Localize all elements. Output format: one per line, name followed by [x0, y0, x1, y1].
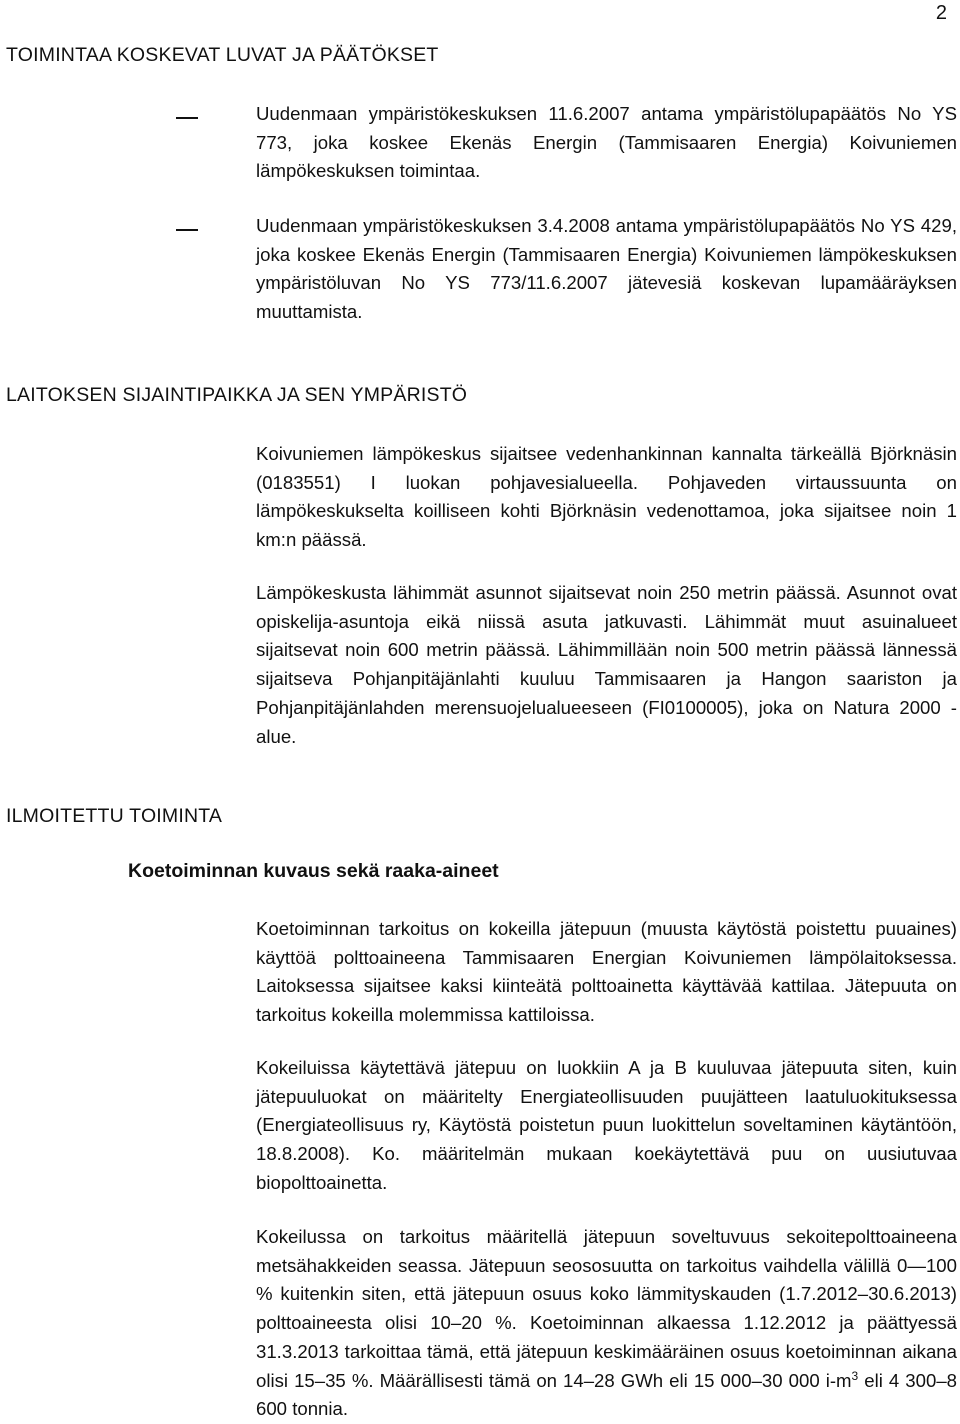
permit-text: Uudenmaan ympäristökeskuksen 3.4.2008 antama ympäristölupapäätös No YS 429, joka koskee Ekenäs Energin (Tammisaaren Energia) Koivuniemen lämpökeskuksen ympäristöluvan No YS 773/11.6.2007 jätevesiä koskevan lupamääräyksen muuttamista. — [256, 215, 957, 323]
section-heading-activity: ILMOITETTU TOIMINTA — [6, 805, 223, 827]
dash-bullet — [176, 117, 198, 119]
activity-paragraph: Koetoiminnan tarkoitus on kokeilla jätepuun (muusta käytöstä poistettu puuaines) käyttöä polttoaineena Tammisaaren Energian Koivuniemen lämpölaitoksessa. Laitoksessa sijaitsee kaksi kiinteätä polttoainetta käyttävää kattilaa. Jätepuuta on tarkoitus kokeilla molemmissa kattiloissa. — [256, 918, 957, 1026]
activity-paragraph-text: Kokeilussa on tarkoitus määritellä jätepuun soveltuvuus sekoitepolttoaineena metsähakkeiden seassa. Jätepuun seososuutta on tarkoitus vaihdella välillä 0—100 % kuitenkin siten, että jätepuun osuus koko lämmityskauden (1.7.2012–30.6.2013) polttoaineesta olisi 10–20 %. Koetoiminnan alkaessa 1.12.2012 ja päättyessä 31.3.2013 tarkoittaa tämä, että jätepuun keskimääräinen osuus koetoiminnan aikana olisi 15–35 %. Määrällisesti tämä on 14–28 GWh eli 15 000–30 000 i-m — [256, 1226, 957, 1391]
page-number: 2 — [935, 2, 947, 24]
location-paragraph: Koivuniemen lämpökeskus sijaitsee vedenhankinnan kannalta tärkeällä Björknäsin (0183551) I luokan pohjavesialueella. Pohjaveden virtaussuunta on lämpökeskukselta koilliseen kohti Björknäsin vedenottamoa, joka sijaitsee noin 1 km:n päässä. — [256, 443, 957, 551]
activity-paragraph-tail: eli 4 300–8 600 tonnia. — [256, 1369, 957, 1420]
section-heading-location: LAITOKSEN SIJAINTIPAIKKA JA SEN YMPÄRISTÖ — [6, 384, 468, 406]
location-paragraph: Lämpökeskusta lähimmät asunnot sijaitsevat noin 250 metrin päässä. Asunnot ovat opiskelija-asuntoja eikä niissä asuta jatkuvasti. Lähimmät muut asuinalueet sijaitsevat noin 600 metrin päässä. Lähimmillään noin 500 metrin päässä lännessä sijaitseva Pohjanpitäjänlahti kuuluu Tammisaaren ja Hangon saariston ja Pohjanpitäjänlahden merensuojelualueeseen (FI0100005), joka on Natura 2000 -alue. — [256, 582, 957, 747]
activity-paragraph-last — [256, 1223, 957, 1424]
cubic-superscript: 3 — [851, 1368, 859, 1383]
permit-text: Uudenmaan ympäristökeskuksen 11.6.2007 antama ympäristölupapäätös No YS 773, joka koskee Ekenäs Energin (Tammisaaren Energia) Koivuniemen lämpökeskuksen toimintaa. — [256, 103, 957, 182]
dash-bullet — [176, 229, 198, 231]
subsection-heading-trial: Koetoiminnan kuvaus sekä raaka-aineet — [128, 860, 499, 882]
activity-paragraph: Kokeiluissa käytettävä jätepuu on luokkiin A ja B kuuluvaa jätepuuta siten, kuin jätepuuluokat on määritelty Energiateollisuuden puujätteen laatuluokituksessa (Energiateollisuus ry, Käytöstä poistetun puun luokittelun soveltaminen käytäntöön, 18.8.2008). Ko. määritelmän mukaan koekäytettävä puu on uusiutuvaa biopolttoainetta. — [256, 1057, 957, 1193]
section-heading-permits: TOIMINTAA KOSKEVAT LUVAT JA PÄÄTÖKSET — [6, 44, 439, 66]
